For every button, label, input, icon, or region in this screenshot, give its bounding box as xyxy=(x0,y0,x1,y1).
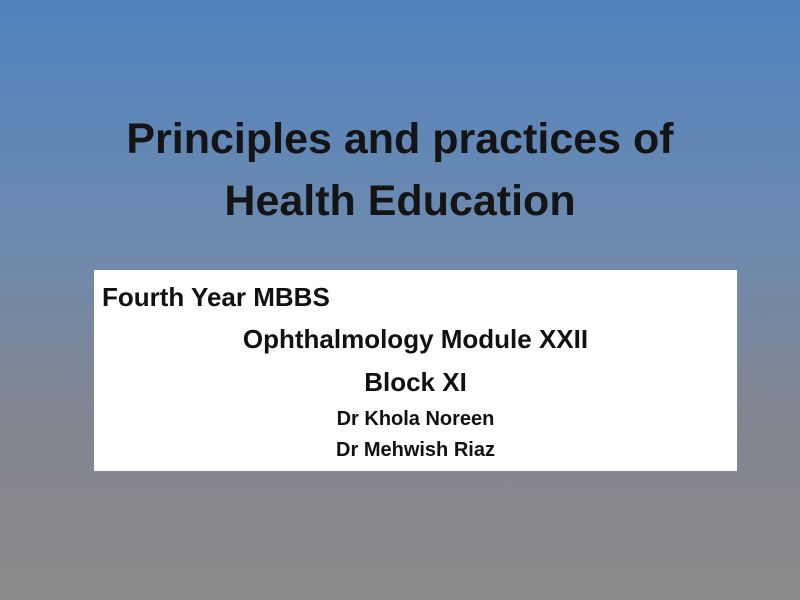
slide-title-line-2: Health Education xyxy=(224,177,576,225)
module-name: Ophthalmology Module XXII xyxy=(242,324,589,354)
course-year: Fourth Year MBBS xyxy=(102,282,330,312)
slide-title xyxy=(0,108,800,232)
author-name: Dr Mehwish Riaz xyxy=(336,439,495,461)
author-name: Dr Khola Noreen xyxy=(336,408,495,430)
block-name: Block XI xyxy=(364,367,467,397)
course-info-box xyxy=(94,270,737,471)
slide-title-line-1: Principles and practices of xyxy=(126,115,674,163)
